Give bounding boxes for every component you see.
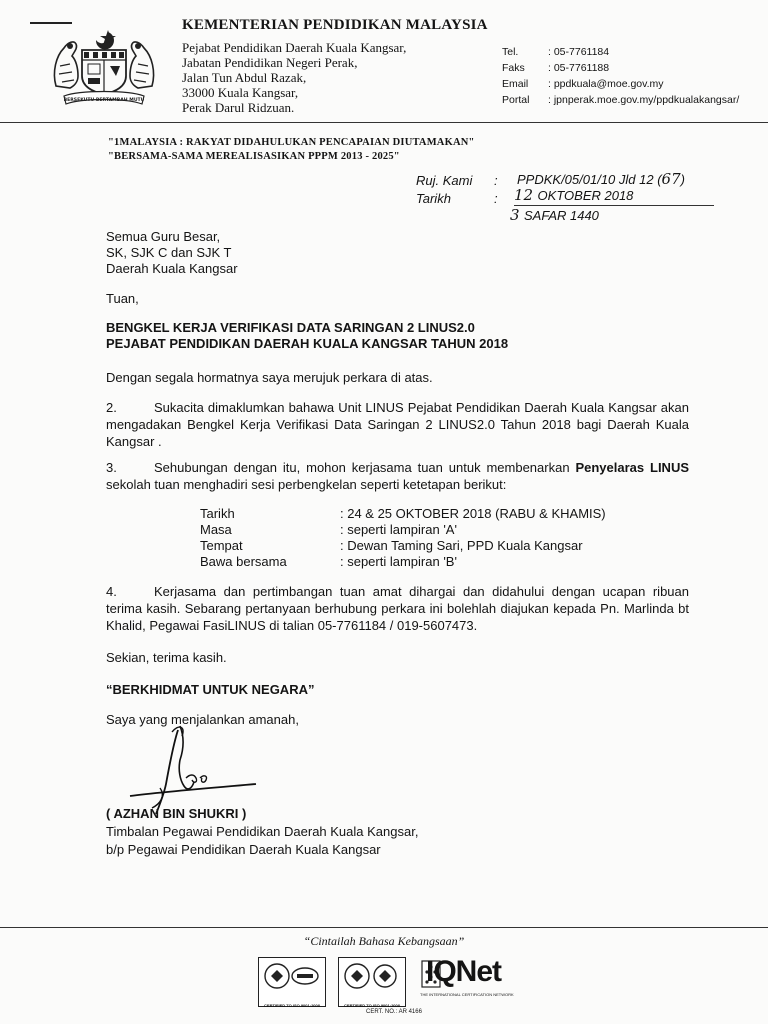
- contact-label-portal: Portal: [502, 94, 530, 106]
- ref-handwritten-number: 67: [661, 170, 681, 188]
- date-label: Tarikh: [416, 191, 451, 206]
- iqnet-tagline: THE INTERNATIONAL CERTIFICATION NETWORK: [420, 992, 514, 997]
- date-handwritten-day: 12: [514, 186, 534, 204]
- recipient-line: Daerah Kuala Kangsar: [106, 261, 238, 276]
- schedule-value: : Dewan Taming Sari, PPD Kuala Kangsar: [340, 538, 583, 553]
- footer-quote: “Cintailah Bahasa Kebangsaan”: [303, 934, 465, 948]
- contact-value-email: : ppdkuala@moe.gov.my: [548, 78, 664, 90]
- signatory-on-behalf: b/p Pegawai Pendidikan Daerah Kuala Kangsar: [106, 842, 381, 857]
- hijri-date: 3 SAFAR 1440: [510, 206, 599, 224]
- salutation: Tuan,: [106, 291, 139, 306]
- quality-system-icon: [259, 958, 325, 998]
- schedule-key: Masa: [200, 522, 232, 537]
- ref-number: PPDKK/05/01/10 Jld 12 (67): [517, 170, 685, 188]
- date-colon: :: [494, 191, 498, 206]
- trust-line: Saya yang menjalankan amanah,: [106, 712, 299, 727]
- address-line: Perak Darul Ridzuan.: [182, 100, 295, 115]
- slogan-1malaysia: "1MALAYSIA : RAKYAT DIDAHULUKAN PENCAPAIAN DIUTAMAKAN": [108, 137, 475, 148]
- hijri-handwritten-day: 3: [510, 206, 520, 224]
- contact-value-tel: : 05-7761184: [548, 46, 610, 58]
- subject-line-2: PEJABAT PENDIDIKAN DAERAH KUALA KANGSAR TAHUN 2018: [106, 336, 509, 351]
- footer-divider: [0, 927, 768, 928]
- service-motto: “BERKHIDMAT UNTUK NEGARA”: [106, 682, 315, 697]
- recipient-line: Semua Guru Besar,: [106, 229, 221, 244]
- paragraph-4: 4. Kerjasama dan pertimbangan tuan amat dihargai dan didahului dengan ucapan ribuan terima kasih. Sebarang pertanyaan berhubung perkara ini bolehlah diajukan kepada Pn. Marlinda bt Khalid, Pegawai FasiLINUS di talian 05-7761184 / 019-5607473.: [106, 584, 689, 633]
- subject-line-1: BENGKEL KERJA VERIFIKASI DATA SARINGAN 2 LINUS2.0: [106, 320, 475, 335]
- schedule-value: : 24 & 25 OKTOBER 2018 (RABU & KHAMIS): [340, 506, 606, 521]
- signatory-title: Timbalan Pegawai Pendidikan Daerah Kuala Kangsar,: [106, 824, 419, 839]
- cert-caption: CERTIFIED TO ISO 9001:2008: [344, 1003, 400, 1008]
- quality-system-icon: [339, 958, 405, 998]
- address-line: 33000 Kuala Kangsar,: [182, 85, 299, 100]
- header-divider: [0, 122, 768, 123]
- signatory-name: ( AZHAN BIN SHUKRI ): [106, 806, 247, 821]
- schedule-value: : seperti lampiran 'A': [340, 522, 457, 537]
- address-line: Pejabat Pendidikan Daerah Kuala Kangsar,: [182, 40, 407, 55]
- quality-cert-badge-2: [338, 957, 406, 1007]
- schedule-key: Tempat: [200, 538, 243, 553]
- ref-label: Ruj. Kami: [416, 173, 473, 188]
- malaysia-coat-of-arms-icon: [50, 26, 158, 108]
- contact-value-fax: : 05-7761188: [548, 62, 610, 74]
- contact-label-fax: Faks: [502, 62, 525, 74]
- contact-value-portal: : jpnperak.moe.gov.my/ppdkualakangsar/: [548, 94, 740, 106]
- recipient-line: SK, SJK C dan SJK T: [106, 245, 232, 260]
- paragraph-2: 2. Sukacita dimaklumkan bahawa Unit LINUS Pejabat Pendidikan Daerah Kuala Kangsar akan mengadakan Bengkel Kerja Verifikasi Data Saringan 2 LINUS2.0 Tahun 2018 bagi Daerah Kuala Kangsar .: [106, 400, 689, 449]
- paragraph-3: 3. Sehubungan dengan itu, mohon kerjasama tuan untuk membenarkan Penyelaras LINUS sekolah tuan menghadiri sesi perbengkelan seperti ketetapan berikut:: [106, 460, 689, 492]
- opening-sentence: Dengan segala hormatnya saya merujuk perkara di atas.: [106, 370, 433, 385]
- contact-label-email: Email: [502, 78, 529, 90]
- iqnet-wordmark: IQNet: [426, 955, 502, 988]
- address-line: Jalan Tun Abdul Razak,: [182, 70, 307, 85]
- letter-date: 12 OKTOBER 2018: [514, 186, 634, 204]
- address-line: Jabatan Pendidikan Negeri Perak,: [182, 55, 358, 70]
- cert-number: CERT. NO.: AR 4166: [366, 1009, 422, 1015]
- quality-cert-badge-1: [258, 957, 326, 1007]
- slogan-pppm: "BERSAMA-SAMA MEREALISASIKAN PPPM 2013 - 2025": [108, 151, 400, 162]
- schedule-key: Tarikh: [200, 506, 235, 521]
- ministry-name: KEMENTERIAN PENDIDIKAN MALAYSIA: [182, 17, 488, 33]
- cert-caption: CERTIFIED TO ISO 9001:2008: [264, 1003, 320, 1008]
- iqnet-logo: [420, 955, 520, 1003]
- svg-text:BERSEKUTU BERTAMBAH MUTU: BERSEKUTU BERTAMBAH MUTU: [63, 98, 145, 103]
- corner-mark: [30, 22, 72, 24]
- schedule-value: : seperti lampiran 'B': [340, 554, 457, 569]
- schedule-key: Bawa bersama: [200, 554, 287, 569]
- contact-label-tel: Tel.: [502, 46, 519, 58]
- closing-line: Sekian, terima kasih.: [106, 650, 227, 665]
- ref-colon: :: [494, 173, 498, 188]
